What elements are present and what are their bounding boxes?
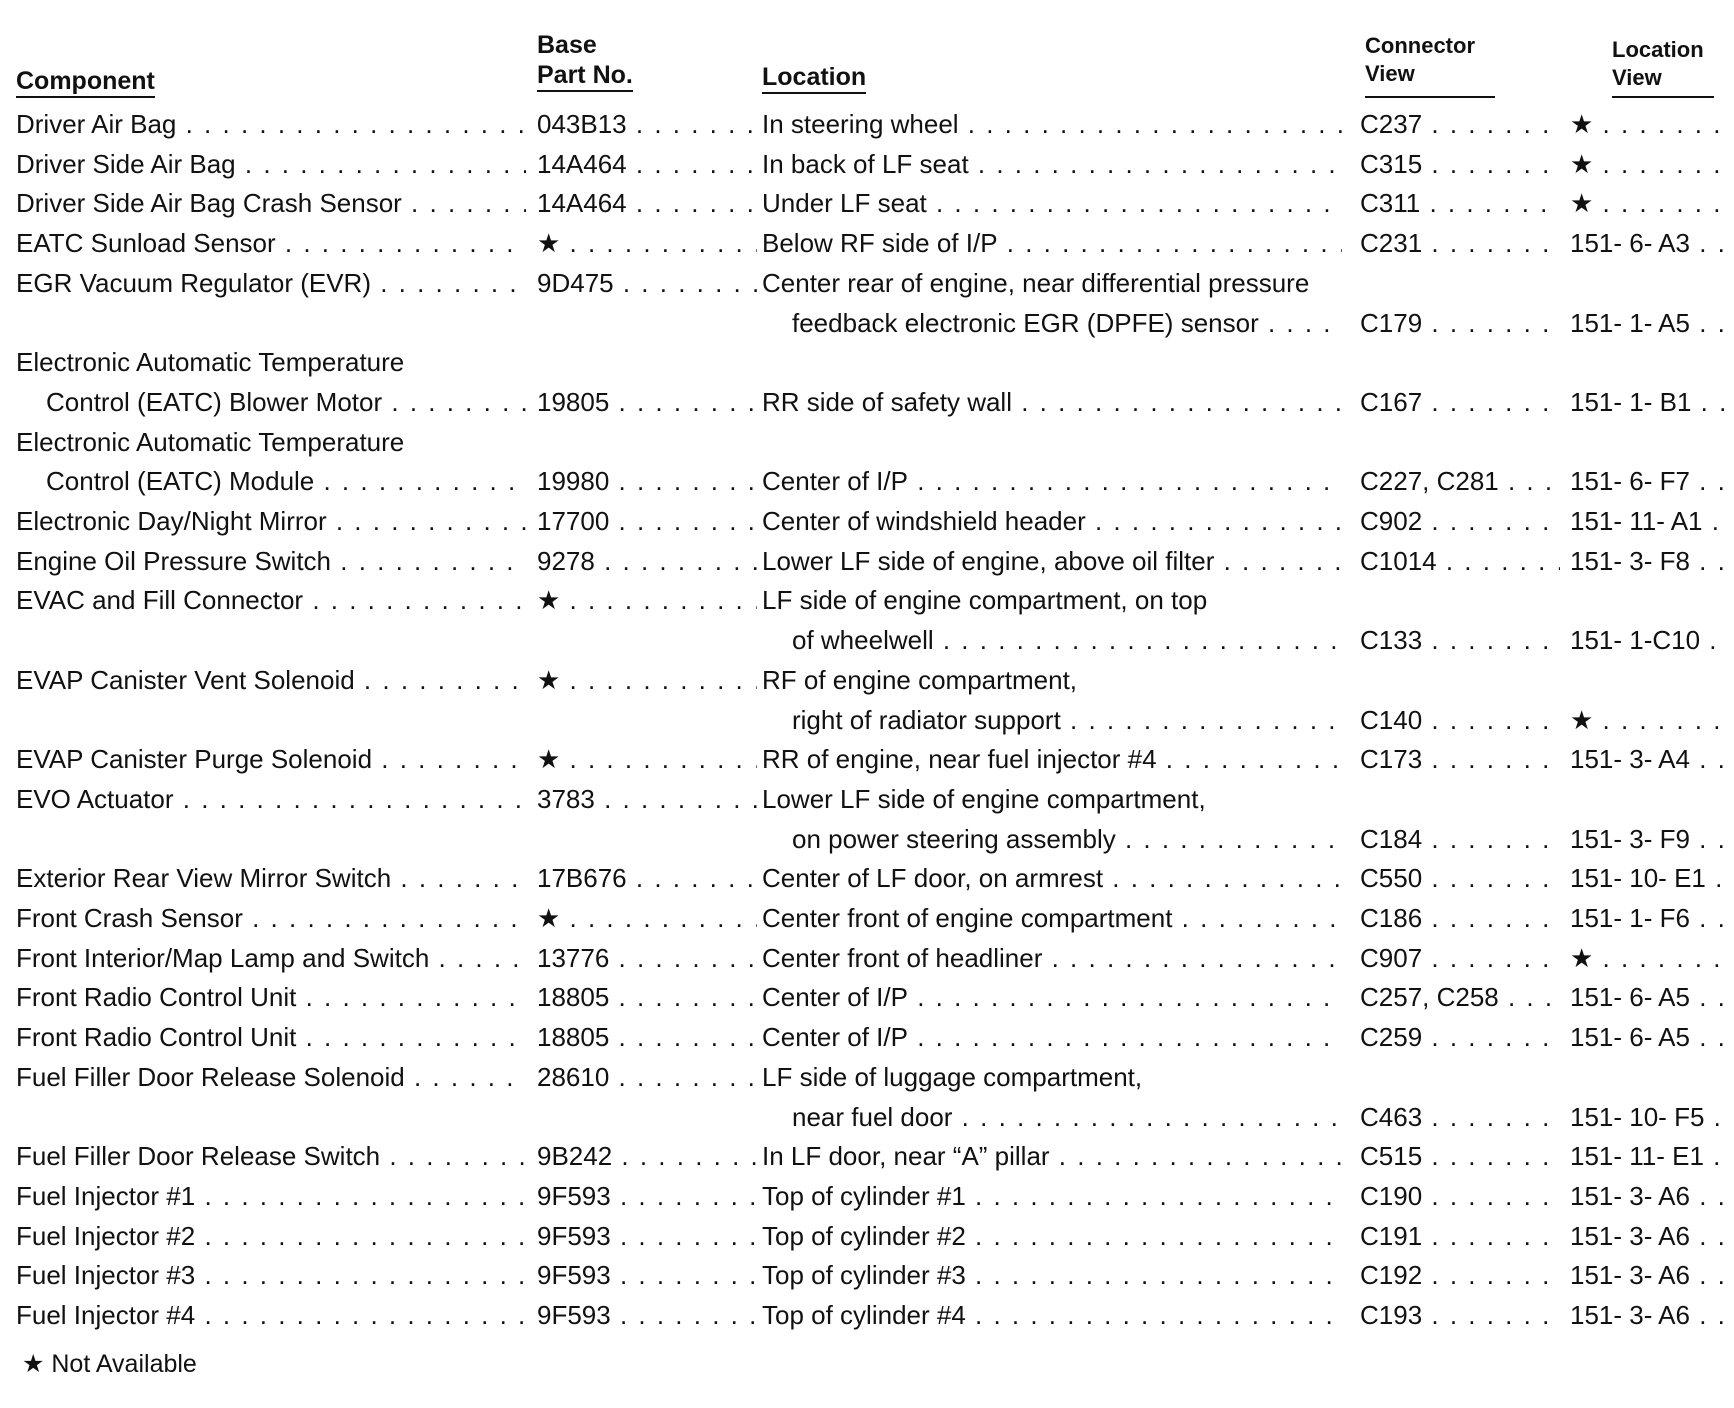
row-location: on power steering assembly . . . [792, 819, 1342, 859]
connector-view-underline [1365, 96, 1495, 98]
row-location: Center front of headliner . . . [762, 938, 1342, 978]
row-location-view [1570, 422, 1730, 462]
row-component [16, 1097, 526, 1137]
row-base-part-no [537, 422, 757, 462]
row-base-part-no: ★ . . . [537, 898, 757, 938]
row-location-view: 151- 3- F9 . . . [1570, 819, 1730, 859]
row-connector-view: C184 . . . [1360, 819, 1560, 859]
row-base-part-no: 19980 . . . [537, 461, 757, 501]
header-base-part-line1: Base [537, 31, 597, 59]
row-location-view: ★ . . . [1570, 183, 1730, 223]
table-row [0, 144, 1734, 184]
row-component: Driver Side Air Bag Crash Sensor . . . [16, 183, 526, 223]
table-row [0, 382, 1734, 422]
row-component: Electronic Day/Night Mirror . . . [16, 501, 526, 541]
row-base-part-no: 9D475 . . . [537, 263, 757, 303]
row-connector-view: C167 . . . [1360, 382, 1560, 422]
table-row [0, 1057, 1734, 1097]
row-base-part-no [537, 620, 757, 660]
row-base-part-no: 14A464 . . . [537, 183, 757, 223]
column-header-location [762, 62, 866, 92]
row-connector-view: C191 . . . [1360, 1216, 1560, 1256]
table-row [0, 104, 1734, 144]
row-component: Exterior Rear View Mirror Switch . . . [16, 858, 526, 898]
row-component: Fuel Injector #2 . . . [16, 1216, 526, 1256]
table-row [0, 1176, 1734, 1216]
row-component: EVAP Canister Purge Solenoid . . . [16, 739, 526, 779]
row-base-part-no: ★ . . . [537, 223, 757, 263]
row-component [16, 303, 526, 343]
row-connector-view: C227, C281 . . . [1360, 461, 1560, 501]
row-connector-view [1360, 660, 1560, 700]
row-base-part-no: 19805 . . . [537, 382, 757, 422]
row-location-view: 151- 3- A4 . . . [1570, 739, 1730, 779]
row-location: right of radiator support . . . [792, 700, 1342, 740]
header-location-label: Location [762, 63, 866, 94]
row-connector-view [1360, 342, 1560, 382]
table-row [0, 303, 1734, 343]
row-component: Control (EATC) Blower Motor . . . [46, 382, 526, 422]
row-component [16, 620, 526, 660]
row-location: Lower LF side of engine, above oil filter . . . [762, 541, 1342, 581]
row-connector-view: C463 . . . [1360, 1097, 1560, 1137]
row-component: Fuel Injector #4 . . . [16, 1295, 526, 1335]
row-base-part-no: 9278 . . . [537, 541, 757, 581]
table-row [0, 858, 1734, 898]
row-base-part-no: ★ . . . [537, 739, 757, 779]
row-location-view: 151- 10- F5 . . . [1570, 1097, 1730, 1137]
row-base-part-no: 9F593 . . . [537, 1295, 757, 1335]
row-base-part-no: 13776 . . . [537, 938, 757, 978]
row-component: Front Radio Control Unit . . . [16, 977, 526, 1017]
row-base-part-no: ★ . . . [537, 580, 757, 620]
row-base-part-no: 18805 . . . [537, 1017, 757, 1057]
table-row [0, 1295, 1734, 1335]
row-component: Electronic Automatic Temperature [16, 347, 405, 377]
table-row [0, 580, 1734, 620]
row-location-view: 151- 1- F6 . . . [1570, 898, 1730, 938]
row-component: Driver Side Air Bag . . . [16, 144, 526, 184]
row-connector-view: C192 . . . [1360, 1255, 1560, 1295]
header-location-view-line1: Location [1612, 37, 1704, 62]
row-location: RR side of safety wall . . . [762, 382, 1342, 422]
table-row [0, 1255, 1734, 1295]
row-base-part-no [537, 819, 757, 859]
row-connector-view: C311 . . . [1360, 183, 1560, 223]
row-location: RR of engine, near fuel injector #4 . . . [762, 739, 1342, 779]
row-connector-view: C907 . . . [1360, 938, 1560, 978]
row-base-part-no: 17700 . . . [537, 501, 757, 541]
table-row [0, 938, 1734, 978]
row-connector-view: C173 . . . [1360, 739, 1560, 779]
row-base-part-no: 9B242 . . . [537, 1136, 757, 1176]
table-row [0, 620, 1734, 660]
row-location-view [1570, 342, 1730, 382]
row-location-view: ★ . . . [1570, 104, 1730, 144]
row-location-view: ★ . . . [1570, 144, 1730, 184]
header-component-label: Component [16, 67, 155, 98]
row-location: feedback electronic EGR (DPFE) sensor . . . [792, 303, 1342, 343]
row-location-view: 151- 1-C10 . . . [1570, 620, 1730, 660]
row-base-part-no [537, 700, 757, 740]
row-base-part-no: 9F593 . . . [537, 1255, 757, 1295]
row-component: Fuel Injector #3 . . . [16, 1255, 526, 1295]
row-location-view: 151- 6- F7 . . . [1570, 461, 1730, 501]
row-connector-view: C237 . . . [1360, 104, 1560, 144]
row-location-view: 151- 3- A6 . . . [1570, 1216, 1730, 1256]
row-location-view: 151- 3- F8 . . . [1570, 541, 1730, 581]
row-location: LF side of luggage compartment, [762, 1062, 1143, 1092]
row-location: Center of I/P . . . [762, 977, 1342, 1017]
column-header-base-part [537, 30, 633, 90]
table-row [0, 422, 1734, 462]
row-location-view: ★ . . . [1570, 938, 1730, 978]
row-location: Top of cylinder #1 . . . [762, 1176, 1342, 1216]
row-component: Fuel Filler Door Release Switch . . . [16, 1136, 526, 1176]
row-location-view: ★ . . . [1570, 700, 1730, 740]
row-location-view [1570, 580, 1730, 620]
row-connector-view: C140 . . . [1360, 700, 1560, 740]
row-location: In back of LF seat . . . [762, 144, 1342, 184]
table-row [0, 1097, 1734, 1137]
row-location-view [1570, 779, 1730, 819]
row-location: Under LF seat . . . [762, 183, 1342, 223]
row-location: Top of cylinder #3 . . . [762, 1255, 1342, 1295]
location-view-underline [1612, 96, 1714, 98]
row-connector-view: C259 . . . [1360, 1017, 1560, 1057]
row-location: Top of cylinder #4 . . . [762, 1295, 1342, 1335]
row-connector-view [1360, 422, 1560, 462]
row-connector-view: C190 . . . [1360, 1176, 1560, 1216]
table-row [0, 898, 1734, 938]
table-row [0, 1017, 1734, 1057]
footnote-not-available: ★ Not Available [22, 1350, 197, 1378]
row-base-part-no: ★ . . . [537, 660, 757, 700]
column-header-connector-view [1365, 32, 1475, 88]
row-component: Engine Oil Pressure Switch . . . [16, 541, 526, 581]
row-location-view: 151- 10- E1 . . . [1570, 858, 1730, 898]
row-location: of wheelwell . . . [792, 620, 1342, 660]
row-location: near fuel door . . . [792, 1097, 1342, 1137]
table-row [0, 819, 1734, 859]
row-connector-view: C315 . . . [1360, 144, 1560, 184]
row-location-view: 151- 11- A1 . . . [1570, 501, 1730, 541]
header-connector-view-line2: View [1365, 61, 1415, 86]
row-component: EVAC and Fill Connector . . . [16, 580, 526, 620]
row-location: Center rear of engine, near differential pressure [762, 268, 1310, 298]
row-location-view: 151- 1- A5 . . . [1570, 303, 1730, 343]
row-component: EVO Actuator . . . [16, 779, 526, 819]
header-base-part-line2: Part No. [537, 61, 633, 92]
table-row [0, 660, 1734, 700]
row-base-part-no: 043B13 . . . [537, 104, 757, 144]
table-row [0, 779, 1734, 819]
table-row [0, 263, 1734, 303]
table-row [0, 977, 1734, 1017]
row-component [16, 700, 526, 740]
row-component: Front Interior/Map Lamp and Switch . . . [16, 938, 526, 978]
row-connector-view [1360, 580, 1560, 620]
row-location-view: 151- 3- A6 . . . [1570, 1295, 1730, 1335]
row-location: Lower LF side of engine compartment, [762, 784, 1206, 814]
row-component: Control (EATC) Module . . . [46, 461, 526, 501]
row-connector-view: C193 . . . [1360, 1295, 1560, 1335]
table-row [0, 223, 1734, 263]
row-location [762, 422, 1342, 462]
table-row [0, 461, 1734, 501]
row-location-view: 151- 3- A6 . . . [1570, 1176, 1730, 1216]
row-location [762, 342, 1342, 382]
row-base-part-no: 17B676 . . . [537, 858, 757, 898]
row-connector-view: C515 . . . [1360, 1136, 1560, 1176]
row-connector-view: C179 . . . [1360, 303, 1560, 343]
table-row [0, 739, 1734, 779]
row-component: Fuel Filler Door Release Solenoid . . . [16, 1057, 526, 1097]
row-location: Top of cylinder #2 . . . [762, 1216, 1342, 1256]
header-connector-view-line1: Connector [1365, 33, 1475, 58]
row-location: Center of LF door, on armrest . . . [762, 858, 1342, 898]
row-base-part-no: 9F593 . . . [537, 1216, 757, 1256]
row-component: EVAP Canister Vent Solenoid . . . [16, 660, 526, 700]
row-location-view: 151- 1- B1 . . . [1570, 382, 1730, 422]
row-connector-view: C257, C258 . . . [1360, 977, 1560, 1017]
row-base-part-no: 14A464 . . . [537, 144, 757, 184]
row-connector-view [1360, 779, 1560, 819]
column-header-location-view [1612, 36, 1704, 92]
table-row [0, 1216, 1734, 1256]
row-connector-view: C1014 . . . [1360, 541, 1560, 581]
row-connector-view: C231 . . . [1360, 223, 1560, 263]
row-location: In LF door, near “A” pillar . . . [762, 1136, 1342, 1176]
row-location-view [1570, 1057, 1730, 1097]
row-location: Center front of engine compartment . . . [762, 898, 1342, 938]
row-location: Center of windshield header . . . [762, 501, 1342, 541]
row-location-view: 151- 6- A3 . . . [1570, 223, 1730, 263]
row-location-view: 151- 6- A5 . . . [1570, 1017, 1730, 1057]
row-location: Center of I/P . . . [762, 461, 1342, 501]
row-base-part-no [537, 1097, 757, 1137]
row-location: LF side of engine compartment, on top [762, 585, 1208, 615]
column-header-component [16, 66, 155, 96]
row-location: RF of engine compartment, [762, 665, 1078, 695]
row-base-part-no: 9F593 . . . [537, 1176, 757, 1216]
row-component: Front Radio Control Unit . . . [16, 1017, 526, 1057]
table-row [0, 541, 1734, 581]
table-row [0, 342, 1734, 382]
row-component [16, 819, 526, 859]
row-connector-view [1360, 1057, 1560, 1097]
row-component: Fuel Injector #1 . . . [16, 1176, 526, 1216]
row-connector-view: C186 . . . [1360, 898, 1560, 938]
row-base-part-no [537, 342, 757, 382]
row-component: EATC Sunload Sensor . . . [16, 223, 526, 263]
row-base-part-no: 3783 . . . [537, 779, 757, 819]
row-connector-view: C133 . . . [1360, 620, 1560, 660]
table-row [0, 183, 1734, 223]
row-connector-view [1360, 263, 1560, 303]
row-location: Below RF side of I/P . . . [762, 223, 1342, 263]
row-base-part-no: 28610 . . . [537, 1057, 757, 1097]
row-location-view [1570, 263, 1730, 303]
row-base-part-no [537, 303, 757, 343]
row-component: EGR Vacuum Regulator (EVR) . . . [16, 263, 526, 303]
row-base-part-no: 18805 . . . [537, 977, 757, 1017]
row-location-view [1570, 660, 1730, 700]
row-location-view: 151- 3- A6 . . . [1570, 1255, 1730, 1295]
row-component: Driver Air Bag . . . [16, 104, 526, 144]
row-connector-view: C902 . . . [1360, 501, 1560, 541]
row-location-view: 151- 11- E1 . . . [1570, 1136, 1730, 1176]
row-location-view: 151- 6- A5 . . . [1570, 977, 1730, 1017]
row-location: In steering wheel . . . [762, 104, 1342, 144]
table-row [0, 501, 1734, 541]
table-row [0, 700, 1734, 740]
row-component: Front Crash Sensor . . . [16, 898, 526, 938]
row-component: Electronic Automatic Temperature [16, 427, 405, 457]
table-row [0, 1136, 1734, 1176]
header-location-view-line2: View [1612, 65, 1662, 90]
row-location: Center of I/P . . . [762, 1017, 1342, 1057]
row-connector-view: C550 . . . [1360, 858, 1560, 898]
